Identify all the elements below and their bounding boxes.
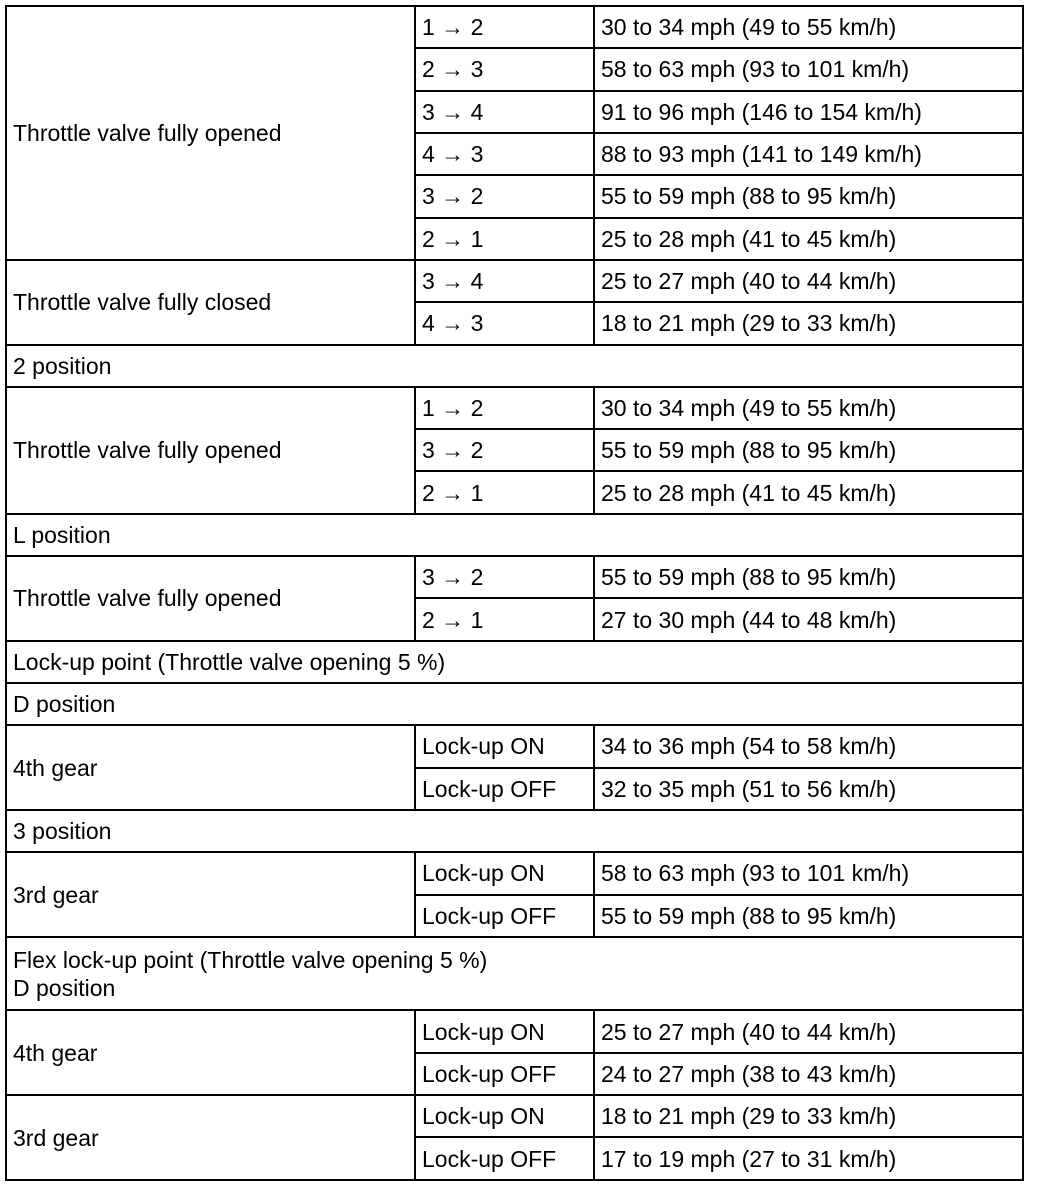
shift-cell: Lock-up ON [415, 1010, 594, 1052]
speed-cell: 17 to 19 mph (27 to 31 km/h) [594, 1137, 1023, 1180]
spec-row [6, 1095, 1023, 1137]
shift-cell: 2 → 1 [415, 218, 594, 260]
shift-cell: 4 → 3 [415, 133, 594, 175]
section-header-cell [6, 937, 1023, 1011]
section-header-row [6, 683, 1023, 725]
condition-label: Throttle valve fully closed [6, 260, 415, 345]
speed-cell: 25 to 28 mph (41 to 45 km/h) [594, 218, 1023, 260]
section-header-row [6, 810, 1023, 852]
shift-cell: Lock-up OFF [415, 768, 594, 810]
section-header: Lock-up point (Throttle valve opening 5 %) [13, 648, 446, 675]
speed-cell: 32 to 35 mph (51 to 56 km/h) [594, 768, 1023, 810]
section-header-cell [6, 345, 1023, 387]
section-header: D position [13, 691, 116, 718]
speed-cell: 55 to 59 mph (88 to 95 km/h) [594, 895, 1023, 937]
spec-row [6, 6, 1023, 48]
section-subheader: D position [13, 974, 116, 1001]
condition-label: 4th gear [6, 725, 415, 810]
shift-cell: 2 → 1 [415, 598, 594, 640]
section-header: Flex lock-up point (Throttle valve opening 5 %) [13, 946, 488, 973]
shift-cell: 1 → 2 [415, 6, 594, 48]
condition-label: Throttle valve fully opened [6, 556, 415, 641]
condition-label: Throttle valve fully opened [6, 6, 415, 260]
shift-cell: 3 → 2 [415, 429, 594, 471]
section-header: L position [13, 521, 111, 548]
shift-cell: 3 → 4 [415, 260, 594, 302]
section-header-cell [6, 683, 1023, 725]
spec-table-body [6, 6, 1023, 1180]
shift-cell: Lock-up OFF [415, 1137, 594, 1180]
shift-cell: Lock-up OFF [415, 1053, 594, 1095]
section-header-row [6, 514, 1023, 556]
speed-cell: 58 to 63 mph (93 to 101 km/h) [594, 48, 1023, 90]
shift-cell: Lock-up ON [415, 852, 594, 894]
speed-cell: 18 to 21 mph (29 to 33 km/h) [594, 302, 1023, 344]
speed-cell: 25 to 28 mph (41 to 45 km/h) [594, 471, 1023, 513]
section-header-cell [6, 514, 1023, 556]
speed-cell: 25 to 27 mph (40 to 44 km/h) [594, 260, 1023, 302]
speed-cell: 25 to 27 mph (40 to 44 km/h) [594, 1010, 1023, 1052]
section-header-cell [6, 641, 1023, 683]
condition-label: Throttle valve fully opened [6, 387, 415, 514]
section-header-row [6, 641, 1023, 683]
speed-cell: 30 to 34 mph (49 to 55 km/h) [594, 387, 1023, 429]
shift-cell: 2 → 1 [415, 471, 594, 513]
section-header-cell [6, 810, 1023, 852]
shift-cell: 2 → 3 [415, 48, 594, 90]
speed-cell: 55 to 59 mph (88 to 95 km/h) [594, 175, 1023, 217]
speed-cell: 24 to 27 mph (38 to 43 km/h) [594, 1053, 1023, 1095]
speed-cell: 18 to 21 mph (29 to 33 km/h) [594, 1095, 1023, 1137]
condition-label: 4th gear [6, 1010, 415, 1095]
section-header: 3 position [13, 818, 112, 845]
shift-cell: 3 → 4 [415, 91, 594, 133]
speed-cell: 30 to 34 mph (49 to 55 km/h) [594, 6, 1023, 48]
condition-label: 3rd gear [6, 1095, 415, 1180]
spec-row [6, 1010, 1023, 1052]
spec-row [6, 387, 1023, 429]
condition-label: 3rd gear [6, 852, 415, 937]
shift-cell: Lock-up OFF [415, 895, 594, 937]
spec-row [6, 852, 1023, 894]
speed-cell: 58 to 63 mph (93 to 101 km/h) [594, 852, 1023, 894]
shift-cell: Lock-up ON [415, 1095, 594, 1137]
shift-cell: 1 → 2 [415, 387, 594, 429]
spec-row [6, 260, 1023, 302]
shift-point-spec-table [5, 5, 1024, 1181]
speed-cell: 55 to 59 mph (88 to 95 km/h) [594, 429, 1023, 471]
shift-cell: 4 → 3 [415, 302, 594, 344]
shift-cell: 3 → 2 [415, 175, 594, 217]
section-header-row [6, 345, 1023, 387]
shift-cell: Lock-up ON [415, 725, 594, 767]
shift-cell: 3 → 2 [415, 556, 594, 598]
speed-cell: 55 to 59 mph (88 to 95 km/h) [594, 556, 1023, 598]
section-header-row [6, 937, 1023, 1011]
section-header: 2 position [13, 352, 112, 379]
speed-cell: 34 to 36 mph (54 to 58 km/h) [594, 725, 1023, 767]
spec-row [6, 725, 1023, 767]
speed-cell: 88 to 93 mph (141 to 149 km/h) [594, 133, 1023, 175]
spec-row [6, 556, 1023, 598]
speed-cell: 91 to 96 mph (146 to 154 km/h) [594, 91, 1023, 133]
speed-cell: 27 to 30 mph (44 to 48 km/h) [594, 598, 1023, 640]
